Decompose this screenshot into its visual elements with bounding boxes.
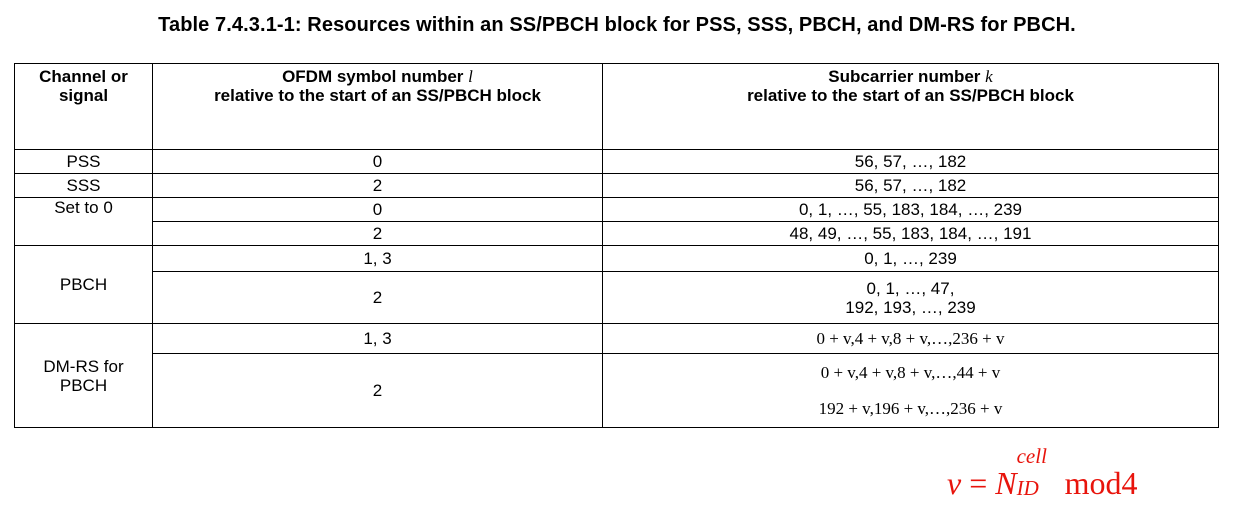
formula-tail: mod4 xyxy=(1064,465,1138,501)
header-symbol-subtitle: relative to the start of an SS/PBCH block xyxy=(214,86,541,105)
cell-symbol: 2 xyxy=(153,174,603,198)
header-channel: Channel or signal xyxy=(15,64,153,150)
header-symbol xyxy=(153,64,603,150)
formula-superscript: cell xyxy=(1016,444,1047,468)
cell-subcarrier-formula: 0 + v,4 + v,8 + v,…,236 + v xyxy=(603,324,1219,354)
header-row xyxy=(15,64,1219,150)
cell-channel: PSS xyxy=(15,150,153,174)
header-subcarrier-title: Subcarrier number xyxy=(828,67,981,86)
header-subcarrier-variable: k xyxy=(985,67,993,86)
table-row xyxy=(15,222,1219,246)
cell-subcarrier: 0, 1, …, 239 xyxy=(603,246,1219,272)
cell-subcarrier-formula-line: 0 + v,4 + v,8 + v,…,44 + v xyxy=(820,362,1001,382)
formula-subscript: ID xyxy=(1016,476,1039,500)
cell-symbol: 0 xyxy=(153,198,603,222)
table-row xyxy=(15,272,1219,324)
header-symbol-title: OFDM symbol number xyxy=(282,67,464,86)
cell-subcarrier xyxy=(603,272,1219,324)
cell-subcarrier: 56, 57, …, 182 xyxy=(603,174,1219,198)
cell-subcarrier: 56, 57, …, 182 xyxy=(603,150,1219,174)
cell-channel: SSS xyxy=(15,174,153,198)
cell-symbol: 1, 3 xyxy=(153,246,603,272)
table-row xyxy=(15,174,1219,198)
formula-scripts xyxy=(1016,444,1065,500)
table-row xyxy=(15,198,1219,222)
cell-symbol: 0 xyxy=(153,150,603,174)
table-row xyxy=(15,150,1219,174)
formula-variable: v xyxy=(947,465,962,501)
table-row xyxy=(15,354,1219,428)
cell-symbol: 1, 3 xyxy=(153,324,603,354)
cell-symbol: 2 xyxy=(153,354,603,428)
cell-channel: PBCH xyxy=(15,246,153,324)
cell-symbol: 2 xyxy=(153,222,603,246)
cell-subcarrier: 0, 1, …, 55, 183, 184, …, 239 xyxy=(603,198,1219,222)
cell-subcarrier-formula-line: 192 + v,196 + v,…,236 + v xyxy=(818,398,1003,418)
formula-base: N xyxy=(995,465,1017,501)
formula-equals: = xyxy=(969,465,988,501)
cell-channel-label: DM-RS for PBCH xyxy=(43,356,124,395)
table-row xyxy=(15,324,1219,354)
cell-symbol: 2 xyxy=(153,272,603,324)
header-subcarrier-subtitle: relative to the start of an SS/PBCH block xyxy=(747,86,1074,105)
header-symbol-variable: l xyxy=(468,67,473,86)
cell-subcarrier-line: 192, 193, …, 239 xyxy=(845,297,976,317)
table-caption: Table 7.4.3.1-1: Resources within an SS/PBCH block for PSS, SSS, PBCH, and DM-RS for PBCH. xyxy=(158,14,1076,36)
v-formula-annotation xyxy=(947,444,1138,502)
cell-subcarrier-line: 0, 1, …, 47, xyxy=(866,278,955,298)
table-row xyxy=(15,246,1219,272)
cell-channel: Set to 0 xyxy=(15,198,153,246)
cell-subcarrier-formula xyxy=(603,354,1219,428)
header-subcarrier xyxy=(603,64,1219,150)
cell-subcarrier: 48, 49, …, 55, 183, 184, …, 191 xyxy=(603,222,1219,246)
resource-table xyxy=(14,63,1219,428)
cell-channel xyxy=(15,324,153,428)
